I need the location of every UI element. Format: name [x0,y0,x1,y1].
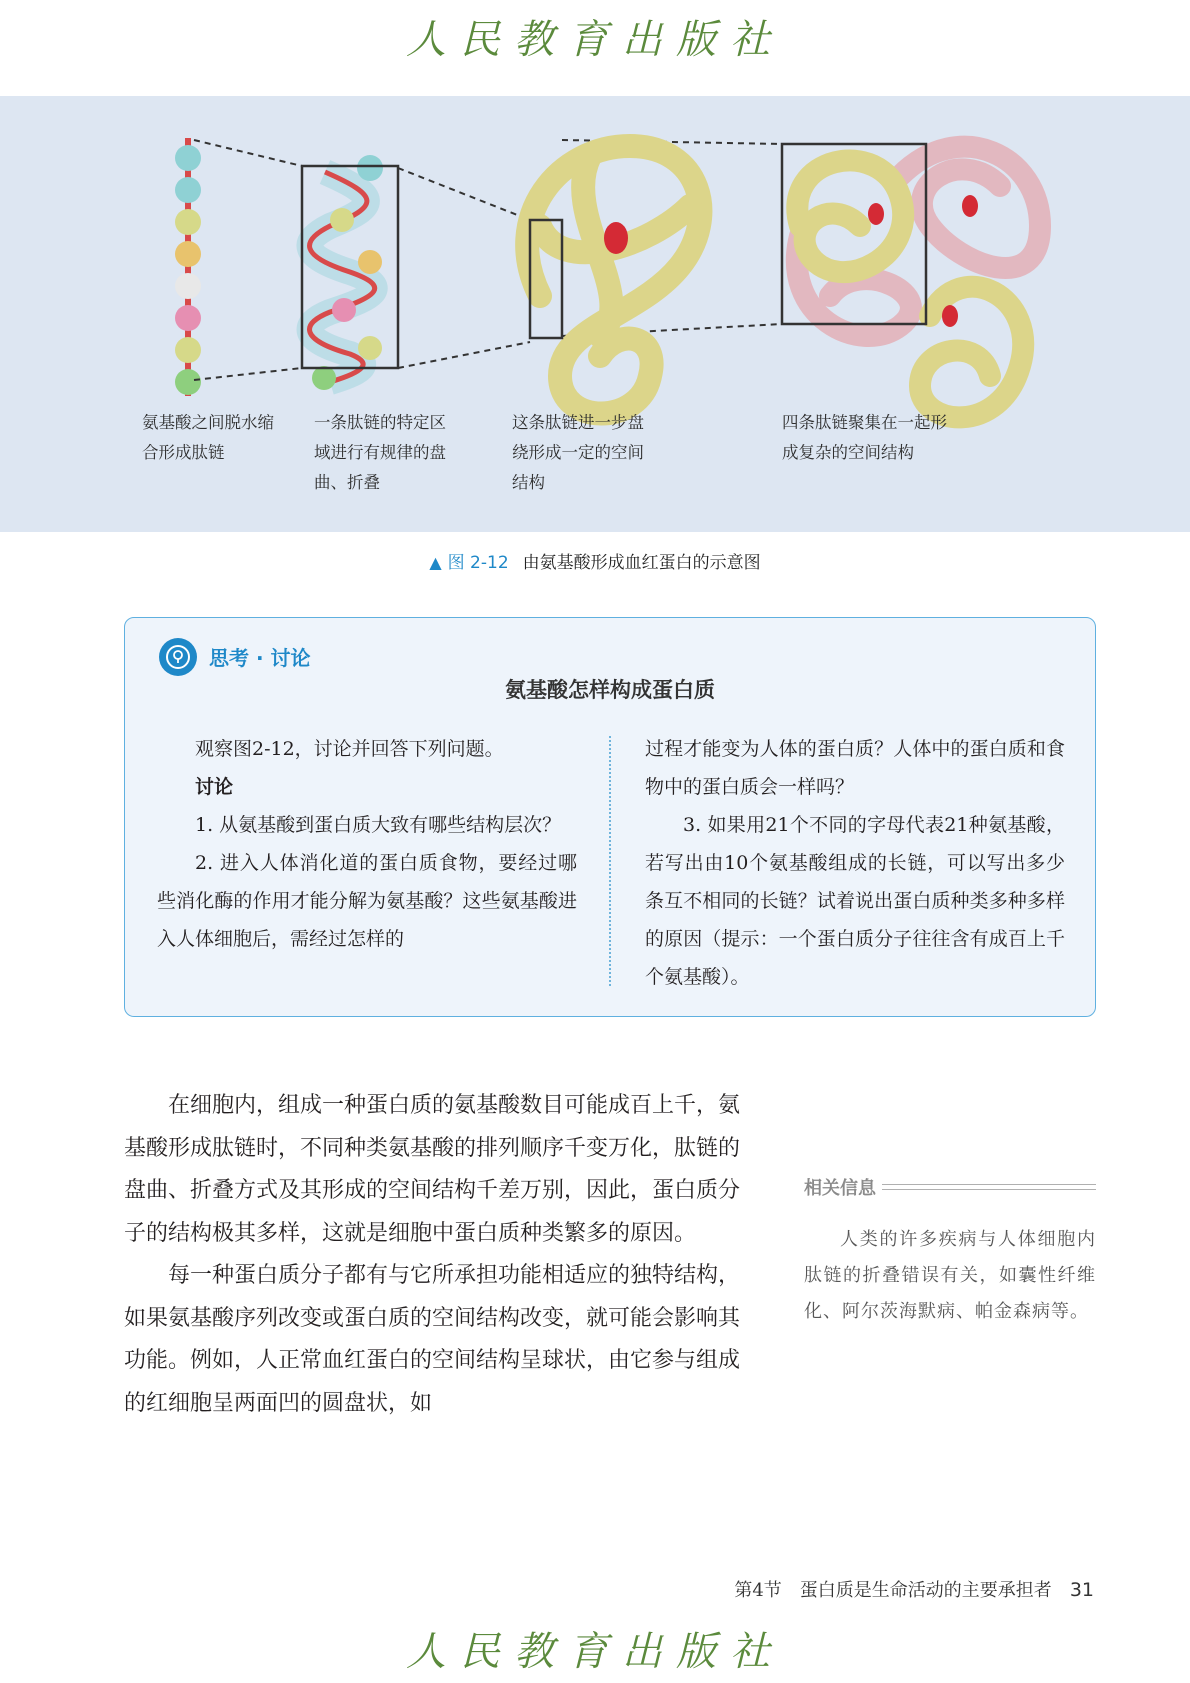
question-2-continued: 过程才能变为人体的蛋白质？人体中的蛋白质和食物中的蛋白质会一样吗？ [645,738,1065,798]
caption-step-3: 这条肽链进一步盘 绕形成一定的空间 结构 [512,413,644,492]
related-info-body: 人类的许多疾病与人体细胞内肽链的折叠错误有关，如囊性纤维化、阿尔茨海默病、帕金森病等。 [804,1229,1096,1322]
think-discuss-title: 氨基酸怎样构成蛋白质 [505,678,715,702]
question-3: 3. 如果用21个不同的字母代表21种氨基酸，若写出由10个氨基酸组成的长链，可以写出多少条互不相同的长链？试着说出蛋白质种类多种多样的原因（提示：一个蛋白质分子往往含有成百上千个氨基酸）。 [645,814,1065,988]
publisher-logo-top: 人民教育出版社 [406,17,784,63]
tertiary-structure [527,146,700,414]
main-paragraph-1: 在细胞内，组成一种蛋白质的氨基酸数目可能成百上千，氨基酸形成肽链时，不同种类氨基酸的排列顺序千变万化，肽链的盘曲、折叠方式及其形成的空间结构千差万别，因此，蛋白质分子的结构极其多样，这就是细胞中蛋白质种类繁多的原因。 [124,1093,741,1246]
main-paragraph-2: 每一种蛋白质分子都有与它所承担功能相适应的独特结构，如果氨基酸序列改变或蛋白质的空间结构改变，就可能会影响其功能。例如，人正常血红蛋白的空间结构呈球状，由它参与组成的红细胞呈两面凹的圆盘状，如 [124,1263,741,1416]
figure-number: 图 2-12 [447,553,509,573]
related-info-heading [804,1174,1096,1200]
page-number: 31 [1069,1579,1094,1601]
question-2: 2. 进入人体消化道的蛋白质食物，要经过哪些消化酶的作用才能分解为氨基酸？这些氨基酸进入人体细胞后，需经过怎样的 [157,852,577,950]
think-intro: 观察图2-12，讨论并回答下列问题。 [195,738,504,760]
figure-2-12 [0,96,1190,532]
triangle-marker-icon: ▲ [429,553,442,572]
figure-caption [0,548,1190,573]
think-discuss-label: 思考 · 讨论 [209,646,311,670]
question-1: 1. 从氨基酸到蛋白质大致有哪些结构层次？ [195,814,562,836]
section-title: 第4节 蛋白质是生命活动的主要承担者 [734,1580,1052,1601]
caption-step-1: 氨基酸之间脱水缩 合形成肽链 [142,413,274,462]
figure-title: 由氨基酸形成血红蛋白的示意图 [522,553,761,573]
discussion-label: 讨论 [195,776,234,798]
amino-acid-chain [175,138,201,396]
column-divider [609,736,611,986]
heading-rule [882,1184,1096,1190]
think-discuss-box [124,617,1096,1017]
related-info-title: 相关信息 [804,1178,876,1199]
alpha-helix [302,155,398,390]
caption-step-2: 一条肽链的特定区 域进行有规律的盘 曲、折叠 [314,413,446,492]
lightbulb-head-icon [159,638,197,676]
main-body-text [124,1085,740,1425]
page-footer [734,1576,1094,1602]
think-right-column [645,730,1065,996]
think-left-column [157,730,577,958]
caption-step-4: 四条肽链聚集在一起形 成复杂的空间结构 [782,413,947,462]
related-info-sidebar [804,1174,1096,1330]
quaternary-structure [782,144,1040,417]
publisher-logo-bottom: 人民教育出版社 [406,1629,784,1675]
